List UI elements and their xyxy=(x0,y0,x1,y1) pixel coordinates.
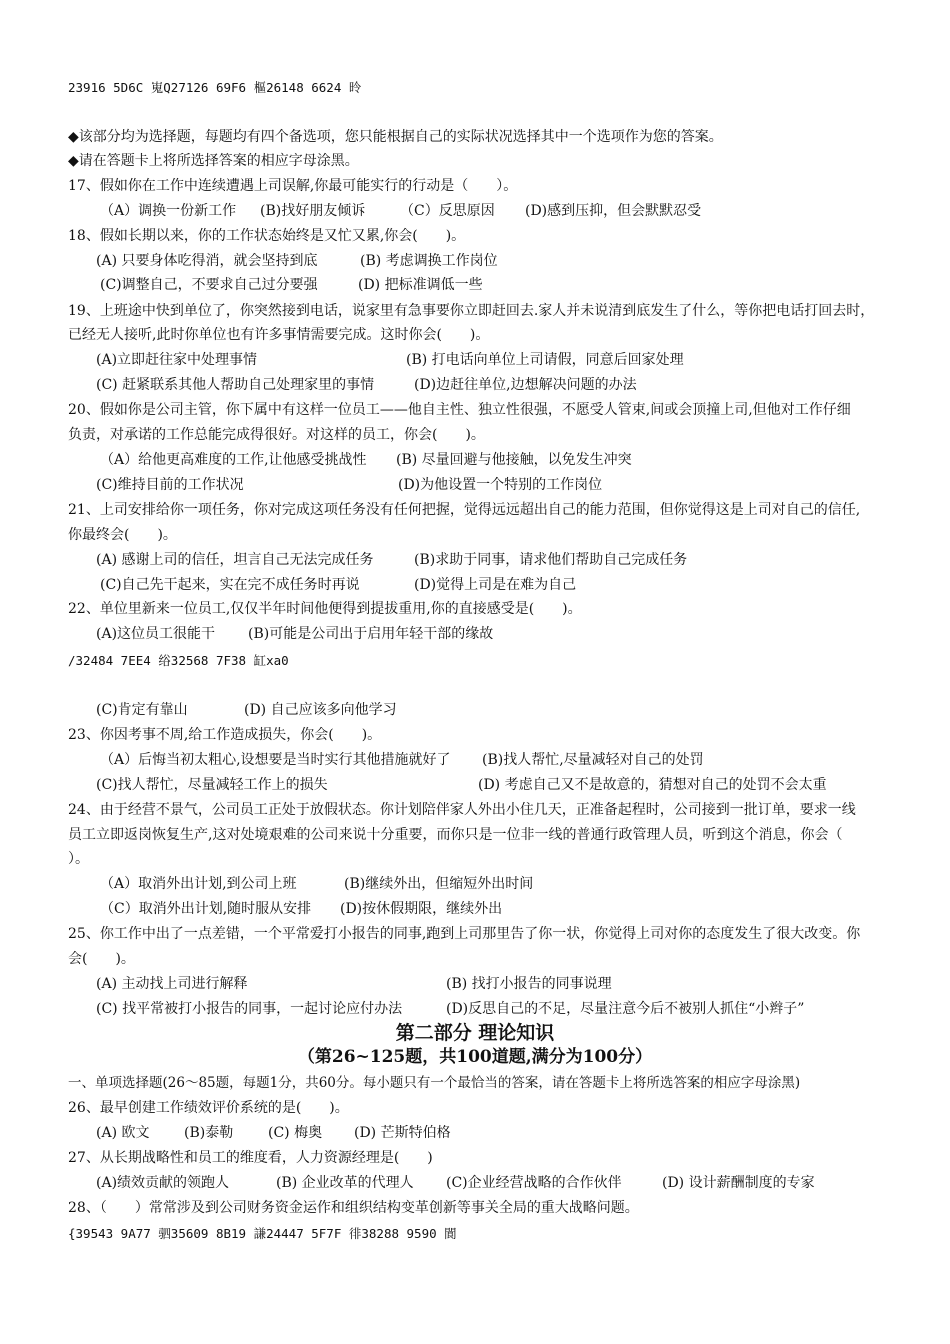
question-19-stem: 已经无人接听,此时你单位也有许多事情需要完成。这时你会( )。 xyxy=(68,327,490,343)
option-b: (B) 考虑调换工作岗位 xyxy=(360,253,498,269)
section-heading: 一、单项选择题(26～85题，每题1分，共60分。每小题只有一个最恰当的答案，请在答题卡上将所选答案的相应字母涂黑) xyxy=(68,1075,801,1091)
question-23-options xyxy=(100,751,900,769)
question-24-stem: ）。 xyxy=(68,851,89,867)
garbled-code-line: 23916 5D6C 嵬Q27126 69F6 樞26148 6624 昤 xyxy=(68,80,362,95)
option-b: (B)继续外出，但缩短外出时间 xyxy=(344,876,534,892)
option-a: (A) 感谢上司的信任，坦言自己无法完成任务 xyxy=(96,552,374,568)
option-a: (A) 欧文 xyxy=(96,1125,150,1141)
question-17-stem: 17、假如你在工作中连续遭遇上司误解,你最可能实行的行动是（ ）。 xyxy=(68,178,518,194)
question-28-stem: 28、（ ）常常涉及到公司财务资金运作和组织结构变革创新等事关全局的重大战略问题。 xyxy=(68,1200,639,1216)
question-17-options xyxy=(100,202,900,220)
option-a: (A)这位员工很能干 xyxy=(96,626,216,642)
option-c: （C）取消外出计划,随时服从安排 xyxy=(100,901,312,917)
question-25-options xyxy=(96,1000,896,1018)
option-d: (D) 自己应该多向他学习 xyxy=(244,702,397,718)
option-a: (A)绩效贡献的领跑人 xyxy=(96,1175,230,1191)
option-d: (D) 考虑自己又不是故意的，猜想对自己的处罚不会太重 xyxy=(478,777,827,793)
question-19-stem: 19、上班途中快到单位了，你突然接到电话，说家里有急事要你立即赶回去.家人并未说清到底发生了什么，等你把电话打回去时， xyxy=(68,303,875,319)
option-b: (B)求助于同事，请求他们帮助自己完成任务 xyxy=(414,552,688,568)
option-c: (C)找人帮忙，尽量减轻工作上的损失 xyxy=(96,777,328,793)
option-a: （A）后悔当初太粗心,设想要是当时实行其他措施就好了 xyxy=(100,752,451,768)
question-22-stem: 22、单位里新来一位员工,仅仅半年时间他便得到提拔重用,你的直接感受是( )。 xyxy=(68,601,582,617)
question-18-stem: 18、假如长期以来，你的工作状态始终是又忙又累,你会( )。 xyxy=(68,228,466,244)
option-c: (C) 找平常被打小报告的同事，一起讨论应付办法 xyxy=(96,1001,403,1017)
question-25-stem: 25、你工作中出了一点差错，一个平常爱打小报告的同事,跑到上司那里告了你一状，你觉得上司对你的态度发生了很大改变。你 xyxy=(68,926,861,942)
question-23-stem: 23、你因考事不周,给工作造成损失，你会( )。 xyxy=(68,727,382,743)
option-c: (C)维持目前的工作状况 xyxy=(96,477,244,493)
option-d: (D)按休假期限，继续外出 xyxy=(340,901,503,917)
question-24-options xyxy=(100,875,900,893)
option-d: (D)觉得上司是在难为自己 xyxy=(414,577,577,593)
garbled-code-line: /32484 7EE4 绤32568 7F38 缸xa0 xyxy=(68,653,289,668)
option-b: (B)找人帮忙,尽量减轻对自己的处罚 xyxy=(482,752,704,768)
option-b: (B)找好朋友倾诉 xyxy=(260,203,366,219)
option-a: (A)立即赶往家中处理事情 xyxy=(96,352,258,368)
question-21-options xyxy=(96,551,896,569)
question-22-options xyxy=(96,701,896,719)
question-25-options xyxy=(96,975,896,993)
option-c: (C)肯定有靠山 xyxy=(96,702,188,718)
option-b: (B) 企业改革的代理人 xyxy=(276,1175,414,1191)
option-c: (C)企业经营战略的合作伙伴 xyxy=(446,1175,622,1191)
question-24-options xyxy=(100,900,900,918)
option-d: (D)边赶往单位,边想解决问题的办法 xyxy=(414,377,637,393)
question-27-stem: 27、从长期战略性和员工的维度看，人力资源经理是( ) xyxy=(68,1150,433,1166)
option-d: (D)为他设置一个特别的工作岗位 xyxy=(398,477,603,493)
question-21-stem: 你最终会( )。 xyxy=(68,527,177,543)
instruction-line: ◆请在答题卡上将所选择答案的相应字母涂黑。 xyxy=(68,153,359,169)
question-20-options xyxy=(96,476,896,494)
question-19-options xyxy=(96,351,896,369)
option-b: (B)可能是公司出于启用年轻干部的缘故 xyxy=(248,626,494,642)
option-a: (A) 只要身体吃得消，就会坚持到底 xyxy=(96,253,318,269)
question-23-options xyxy=(96,776,896,794)
instruction-line: ◆该部分均为选择题，每题均有四个备选项，您只能根据自己的实际状况选择其中一个选项作为您的答案。 xyxy=(68,129,723,145)
option-d: (D) 设计薪酬制度的专家 xyxy=(662,1175,815,1191)
question-18-options xyxy=(96,252,896,270)
question-24-stem: 员工立即返岗恢复生产,这对处境艰难的公司来说十分重要，而你只是一位非一线的普通行政管理人员，听到这个消息，你会（ xyxy=(68,827,843,843)
option-d: (D)感到压抑，但会默默忍受 xyxy=(525,203,702,219)
question-20-stem: 负责，对承诺的工作总能完成得很好。对这样的员工，你会( )。 xyxy=(68,427,485,443)
option-d: (D) 芒斯特伯格 xyxy=(354,1125,451,1141)
option-c: (C)调整自己，不要求自己过分要强 xyxy=(100,277,318,293)
option-b: (B) 打电话向单位上司请假，同意后回家处理 xyxy=(406,352,684,368)
option-c: (C)自己先干起来，实在完不成任务时再说 xyxy=(100,577,360,593)
option-c: (C) 赶紧联系其他人帮助自己处理家里的事情 xyxy=(96,377,375,393)
question-26-options xyxy=(96,1124,896,1142)
question-19-options xyxy=(96,376,896,394)
option-b: (B) 尽量回避与他接触，以免发生冲突 xyxy=(396,452,632,468)
part-subtitle: （第26~125题，共100道题,满分为100分） xyxy=(297,1047,653,1067)
question-22-options xyxy=(96,625,896,643)
option-b: (B) 找打小报告的同事说理 xyxy=(446,976,612,992)
option-a: （A）给他更高难度的工作,让他感受挑战性 xyxy=(100,452,367,468)
question-27-options xyxy=(96,1174,896,1192)
question-26-stem: 26、最早创建工作绩效评价系统的是( )。 xyxy=(68,1100,349,1116)
option-a: （A）调换一份新工作 xyxy=(100,203,237,219)
option-a: (A) 主动找上司进行解释 xyxy=(96,976,248,992)
part-title: 第二部分 理论知识 xyxy=(395,1022,555,1044)
option-d: (D)反思自己的不足，尽量注意今后不被别人抓住“小辫子” xyxy=(446,1001,805,1017)
option-c: （C）反思原因 xyxy=(400,203,495,219)
question-18-options xyxy=(100,276,900,294)
option-a: （A）取消外出计划,到公司上班 xyxy=(100,876,297,892)
option-b: (B)泰勒 xyxy=(184,1125,234,1141)
garbled-code-line: {39543 9A77 驷35609 8B19 謙24447 5F7F 徘38288 9590 閬 xyxy=(68,1226,457,1241)
question-20-stem: 20、假如你是公司主管，你下属中有这样一位员工——他自主性、独立性很强，不愿受人管束,间或会顶撞上司,但他对工作仔细 xyxy=(68,402,851,418)
question-24-stem: 24、由于经营不景气，公司员工正处于放假状态。你计划陪伴家人外出小住几天，正准备起程时，公司接到一批订单，要求一线 xyxy=(68,802,856,818)
option-c: (C) 梅奥 xyxy=(268,1125,323,1141)
option-d: (D) 把标准调低一些 xyxy=(358,277,483,293)
question-21-options xyxy=(100,576,900,594)
question-21-stem: 21、上司安排给你一项任务，你对完成这项任务没有任何把握，觉得远远超出自己的能力范围，但你觉得这是上司对自己的信任, xyxy=(68,502,861,518)
question-25-stem: 会( )。 xyxy=(68,951,135,967)
question-20-options xyxy=(100,451,900,469)
